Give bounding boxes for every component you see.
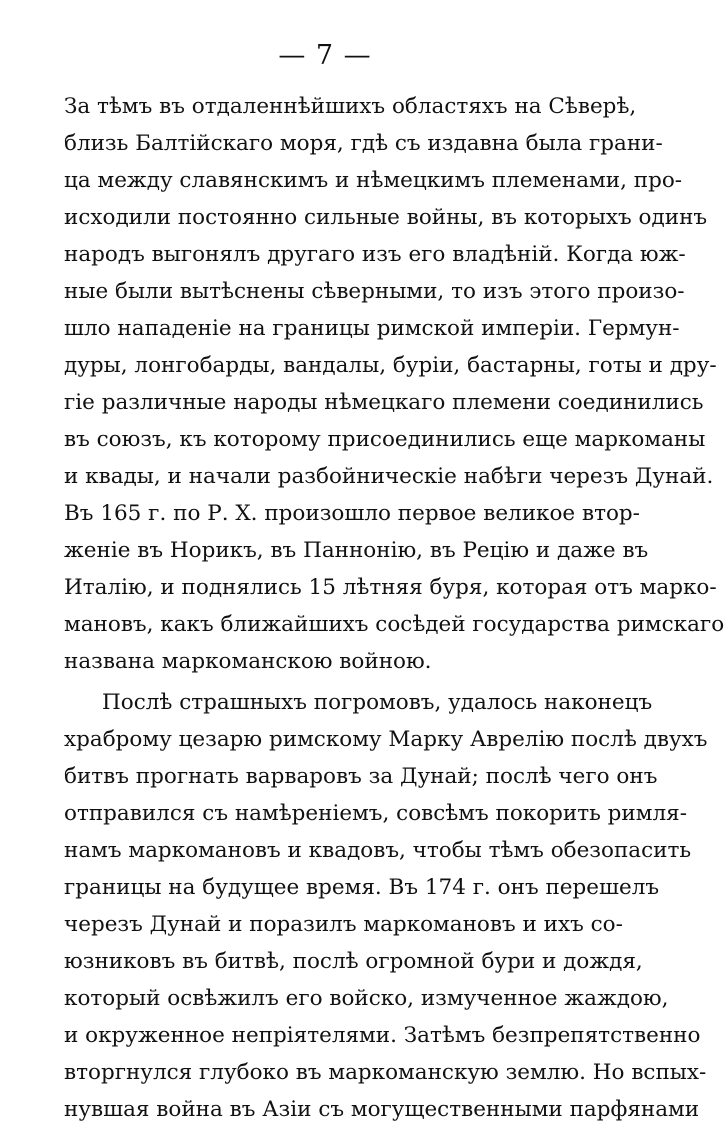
text-line: черезъ Дунай и поразилъ маркомановъ и ихъ со-	[64, 912, 623, 937]
text-line: юзниковъ въ битвѣ, послѣ огромной бури и дождя,	[64, 949, 643, 974]
text-line: женіе въ Норикъ, въ Паннонію, въ Рецію и даже въ	[64, 538, 649, 563]
paragraph-1	[64, 88, 724, 680]
page-number: — 7 —	[278, 40, 372, 71]
text-line: Италію, и поднялись 15 лѣтняя буря, которая отъ марко-	[64, 575, 717, 600]
text-line: Въ 165 г. по Р. Х. произошло первое великое втор-	[64, 501, 640, 526]
text-line: шло нападеніе на границы римской имперіи. Гермун-	[64, 316, 680, 341]
text-line: народъ выгонялъ другаго изъ его владѣній. Когда юж-	[64, 242, 686, 267]
text-line: близь Балтійскаго моря, гдѣ съ издавна была грани-	[64, 131, 663, 156]
paragraph-2	[64, 684, 708, 1128]
text-line: Послѣ страшныхъ погромовъ, удалось наконецъ	[102, 690, 653, 715]
text-line: вторгнулся глубоко въ маркоманскую землю. Но вспых-	[64, 1060, 707, 1085]
text-line: исходили постоянно сильные войны, въ которыхъ одинъ	[64, 205, 708, 230]
text-line: который освѣжилъ его войско, измученное жаждою,	[64, 986, 669, 1011]
text-line: и окруженное непріятелями. Затѣмъ безпрепятственно	[64, 1023, 701, 1048]
text-line: и квады, и начали разбойническіе набѣги черезъ Дунай.	[64, 464, 714, 489]
text-line: нувшая война въ Азіи съ могущественными парфянами	[64, 1097, 700, 1122]
text-line: мановъ, какъ ближайшихъ сосѣдей государства римскаго	[64, 612, 724, 637]
text-line: намъ маркомановъ и квадовъ, чтобы тѣмъ обезопасить	[64, 838, 692, 863]
text-line: За тѣмъ въ отдаленнѣйшихъ областяхъ на Сѣверѣ,	[64, 94, 637, 119]
text-line: ные были вытѣснены сѣверными, то изъ этого произо-	[64, 279, 685, 304]
text-line: отправился съ намѣреніемъ, совсѣмъ покорить римля-	[64, 801, 687, 826]
text-line: битвъ прогнать варваровъ за Дунай; послѣ чего онъ	[64, 764, 658, 789]
body-text	[64, 88, 724, 1128]
text-line: гіе различные народы нѣмецкаго племени соединились	[64, 390, 704, 415]
text-line: названа маркоманскою войною.	[64, 649, 432, 674]
text-line: ца между славянскимъ и нѣмецкимъ племенами, про-	[64, 168, 683, 193]
text-line: въ союзъ, къ которому присоединились еще маркоманы	[64, 427, 706, 452]
text-line: дуры, лонгобарды, вандалы, буріи, бастарны, готы и дру-	[64, 353, 717, 378]
text-line: границы на будущее время. Въ 174 г. онъ перешелъ	[64, 875, 660, 900]
text-line: храброму цезарю римскому Марку Аврелію послѣ двухъ	[64, 727, 708, 752]
